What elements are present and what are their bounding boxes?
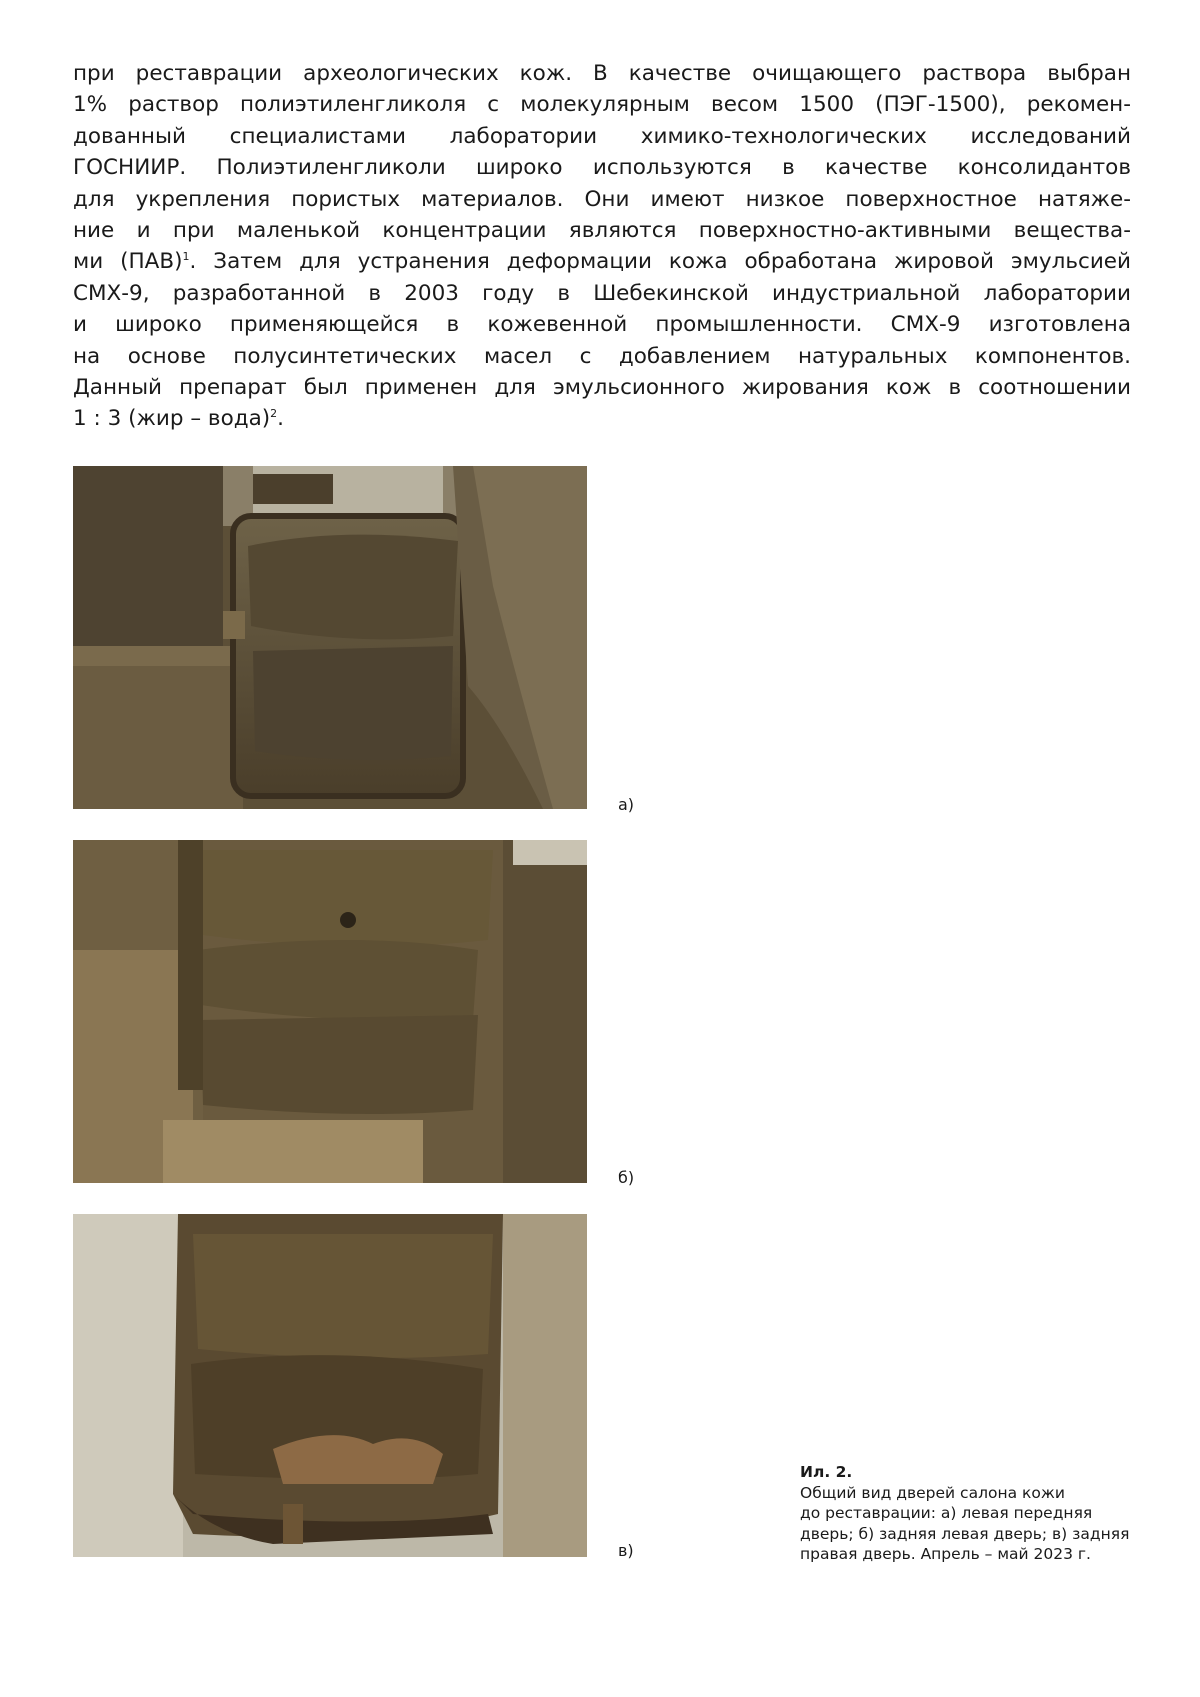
- body-line: СМХ-9, разработанной в 2003 году в Шебекинской индустриальной лаборатории: [73, 280, 1131, 306]
- photo-label-c: в): [618, 1541, 634, 1560]
- caption-line: дверь; б) задняя левая дверь; в) задняя: [800, 1524, 1130, 1543]
- photo-label-a: а): [618, 795, 635, 814]
- caption-line: до реставрации: а) левая передняя: [800, 1504, 1093, 1522]
- body-line: ние и при маленькой концентрации являются поверхностно-активными вещества-: [73, 218, 1131, 244]
- body-line: при реставрации археологических кож. В качестве очищающего раствора выбран: [73, 61, 1131, 86]
- caption-title: Ил. 2.: [800, 1463, 853, 1481]
- body-line: 1% раствор полиэтиленгликоля с молекулярным весом 1500 (ПЭГ-1500), рекомен-: [73, 92, 1131, 118]
- body-line: Данный препарат был применен для эмульсионного жирования кож в соотношении: [73, 375, 1131, 401]
- body-line: [73, 403, 1131, 434]
- photo-label-b: б): [618, 1168, 635, 1187]
- caption-line: правая дверь. Апрель – май 2023 г.: [800, 1545, 1091, 1563]
- body-text-fragment: ми (ПАВ): [73, 249, 183, 275]
- footnote-ref-1[interactable]: 1: [182, 250, 190, 264]
- body-line: на основе полусинтетических масел с добавлением натуральных компонентов.: [73, 343, 1131, 369]
- photo-rear-left-door: [73, 840, 587, 1183]
- photo-front-left-door: [73, 466, 587, 809]
- photo-rear-right-door: [73, 1214, 587, 1557]
- figure-caption: [800, 1462, 1140, 1565]
- body-line: дованный специалистами лаборатории химико-технологических исследований: [73, 123, 1131, 149]
- body-text-fragment: .: [277, 406, 284, 432]
- caption-line: Общий вид дверей салона кожи: [800, 1483, 1065, 1502]
- body-line: ГОСНИИР. Полиэтиленгликоли широко используются в качестве консолидантов: [73, 155, 1131, 181]
- body-paragraph: [73, 58, 1131, 435]
- body-line: для укрепления пористых материалов. Они имеют низкое поверхностное натяже-: [73, 186, 1131, 212]
- body-line: и широко применяющейся в кожевенной промышленности. СМХ-9 изготовлена: [73, 312, 1131, 338]
- body-line: [73, 246, 1131, 277]
- body-text-fragment: . Затем для устранения деформации кожа обработана жировой эмульсией: [189, 249, 1131, 275]
- footnote-ref-2[interactable]: 2: [270, 407, 278, 421]
- body-text-fragment: 1 : 3 (жир – вода): [73, 406, 271, 432]
